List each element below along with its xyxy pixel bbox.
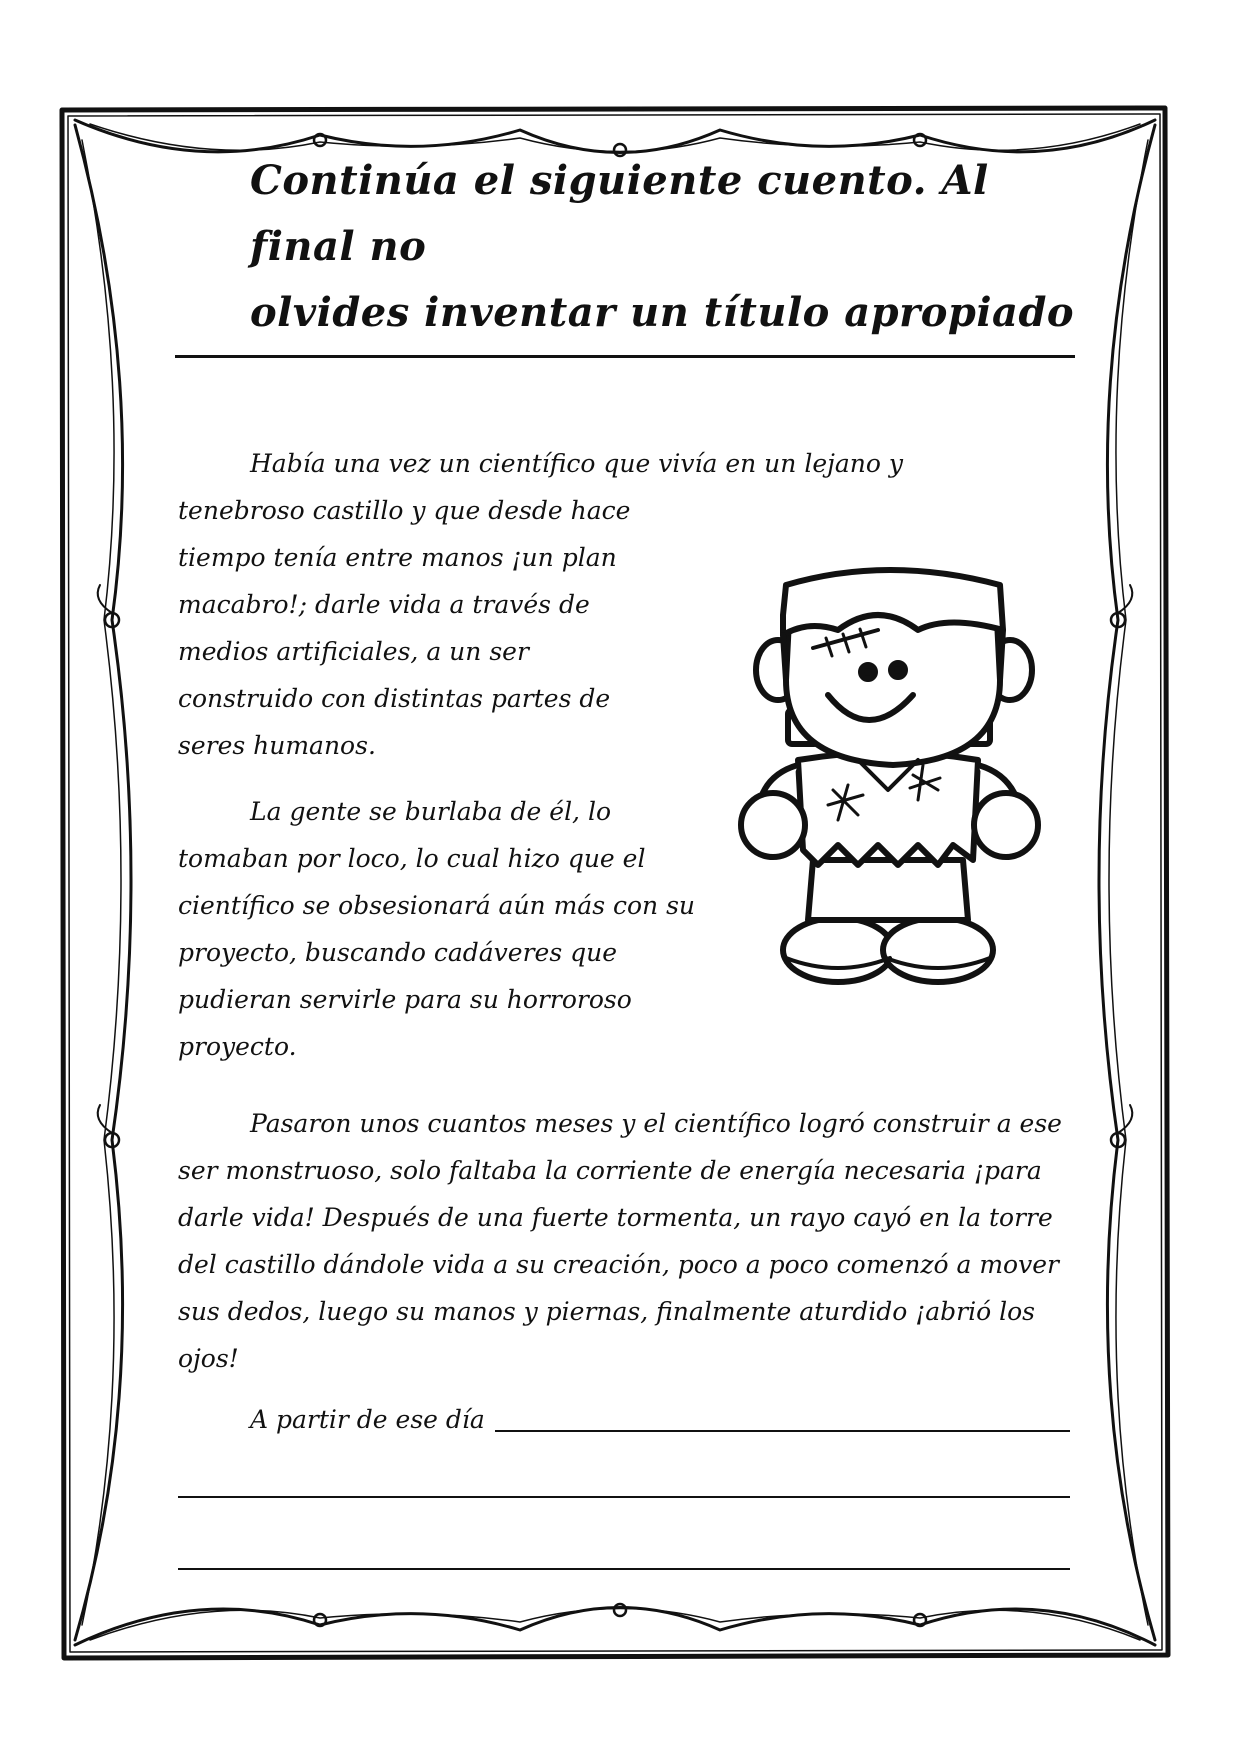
frankenstein-monster-icon xyxy=(728,560,1058,990)
continue-answer-line-1[interactable] xyxy=(495,1430,1070,1432)
title-line-1: Continúa el siguiente cuento. Al final no xyxy=(250,157,989,270)
continue-prompt: A partir de ese día xyxy=(250,1405,485,1434)
story-paragraph-3: Pasaron unos cuantos meses y el científico logró construir a ese ser monstruoso, solo faltaba la corriente de energía necesaria ¡para darle vida! Después de una fuerte tormenta, un rayo cayó en la torre del castillo dándole vida a su creación, poco a poco comenzó a mover sus dedos, luego su manos y piernas, finalmente aturdido ¡abrió los ojos! xyxy=(178,1109,1062,1373)
story-paragraph-1-rest: tenebroso castillo y que desde hace tiempo tenía entre manos ¡un plan macabro!; darle vida a través de medios artificiales, a un ser construido con distintas partes de seres humanos. xyxy=(178,496,631,760)
continue-answer-line-3[interactable] xyxy=(178,1568,1070,1570)
worksheet-title xyxy=(250,148,1090,346)
story-paragraph-2: La gente se burlaba de él, lo tomaban por loco, lo cual hizo que el científico se obsesionará aún más con su proyecto, buscando cadáveres que pudieran servirle para su horroroso proyecto. xyxy=(178,797,696,1061)
continue-story-row xyxy=(178,1400,1070,1440)
story-paragraph-1 xyxy=(178,440,904,769)
story-paragraph-1-first-line: Había una vez un científico que vivía en un lejano y xyxy=(250,449,904,478)
title-answer-line[interactable] xyxy=(175,355,1075,358)
continue-answer-line-2[interactable] xyxy=(178,1496,1070,1498)
title-line-2: olvides inventar un título apropiado xyxy=(250,289,1075,336)
